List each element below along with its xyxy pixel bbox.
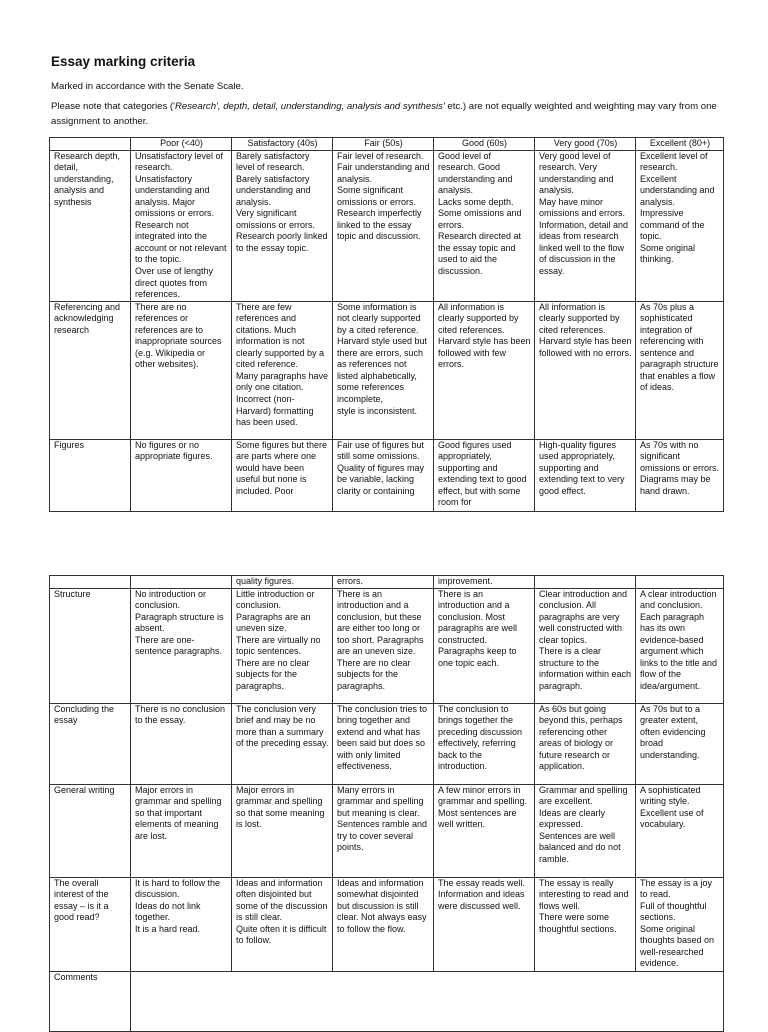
- continuation-good: improvement.: [434, 576, 535, 589]
- figures-poor-cell: [131, 439, 232, 511]
- header-fair: Fair (50s): [333, 138, 434, 151]
- figures-satisfactory-cell: [232, 439, 333, 511]
- table-row-general-writing: [50, 784, 724, 877]
- continuation-excellent: [636, 576, 724, 589]
- overall-interest-very-good: The essay is really interesting to read and flows well. There were some thoughtful sections.: [535, 877, 636, 971]
- research-fair: Fair level of research. Fair understanding and analysis. Some significant omissions or errors. Research imperfectly linked to the essay topic and discussion.: [333, 150, 434, 301]
- continuation-poor: [131, 576, 232, 589]
- research-satisfactory: Barely satisfactory level of research. Barely satisfactory understanding and analysis. Very significant omissions or errors. Research poorly linked to the essay topic.: [232, 150, 333, 301]
- table-row-comments: [50, 971, 724, 1031]
- header-criterion: [50, 138, 131, 151]
- weighting-note: [51, 99, 731, 129]
- structure-good: There is an introduction and a conclusion. Most paragraphs are well constructed. Paragraphs keep to one topic each.: [434, 588, 535, 703]
- referencing-satisfactory: There are few references and citations. Much information is not clearly supported by a cited reference. Many paragraphs have only one citation. Incorrect (non-Harvard) formatting has been used.: [232, 301, 333, 439]
- research-good: Good level of research. Good understanding and analysis. Lacks some depth. Some omissions and errors. Research directed at the essay topic and used to aid the discussion.: [434, 150, 535, 301]
- structure-satisfactory: Little introduction or conclusion. Paragraphs are an uneven size. There are virtually no topic sentences. There are no clear subjects for the paragraphs.: [232, 588, 333, 703]
- figures-fair-cell: [333, 439, 434, 511]
- figures-fair: Fair use of figures but still some omissions. Quality of figures may be variable, lacking clarity or containing: [337, 439, 425, 496]
- research-excellent: Excellent level of research. Excellent understanding and analysis. Impressive command of the topic. Some original thinking.: [636, 150, 724, 301]
- concluding-fair: The conclusion tries to bring together and extend and what has been said but does so with only limited effectiveness.: [333, 703, 434, 784]
- comments-label: Comments: [50, 971, 131, 1031]
- header-excellent: Excellent (80+): [636, 138, 724, 151]
- continuation-very-good: [535, 576, 636, 589]
- table-row-overall-interest: [50, 877, 724, 971]
- table-row-research: [50, 150, 724, 301]
- table-row-concluding: [50, 703, 724, 784]
- comments-field[interactable]: [131, 971, 724, 1031]
- figures-very-good: High-quality figures used appropriately, supporting and extending text to very good effect.: [539, 439, 625, 496]
- table-row-referencing: [50, 301, 724, 439]
- marking-criteria-table-continued: [49, 575, 724, 1032]
- criterion-overall-interest: The overall interest of the essay – is it a good read?: [50, 877, 131, 971]
- concluding-very-good: As 60s but going beyond this, perhaps referencing other areas of biology or future research or application.: [535, 703, 636, 784]
- overall-interest-fair: Ideas and information somewhat disjointed but discussion is still clear. Not always easy to follow the flow.: [333, 877, 434, 971]
- weighting-note-prefix: Please note that categories (': [51, 101, 175, 112]
- intro-text: Marked in accordance with the Senate Scale.: [51, 81, 244, 92]
- criterion-figures: [50, 439, 131, 511]
- criterion-structure: Structure: [50, 588, 131, 703]
- weighting-note-suffix: etc.) are not equally weighted and weighting may vary from one assignment to another.: [51, 101, 717, 127]
- figures-very-good-cell: [535, 439, 636, 511]
- structure-very-good: Clear introduction and conclusion. All paragraphs are very well constructed with clear topics. There is a clear structure to the information within each paragraph.: [535, 588, 636, 703]
- general-writing-excellent: A sophisticated writing style. Excellent use of vocabulary.: [636, 784, 724, 877]
- continuation-criterion: [50, 576, 131, 589]
- header-good: Good (60s): [434, 138, 535, 151]
- weighting-note-categories: Research', depth, detail, understanding, analysis and synthesis': [174, 101, 445, 112]
- figures-satisfactory: Some figures but there are parts where one would have been useful but none is included. Poor: [236, 439, 328, 496]
- referencing-poor: There are no references or references are to inappropriate sources (e.g. Wikipedia or other websites).: [131, 301, 232, 439]
- header-row: [50, 138, 724, 151]
- concluding-poor: There is no conclusion to the essay.: [131, 703, 232, 784]
- page-title: Essay marking criteria: [51, 54, 196, 69]
- continuation-satisfactory: quality figures.: [232, 576, 333, 589]
- table-row-figures: [50, 439, 724, 511]
- continuation-row: [50, 576, 724, 589]
- structure-poor: No introduction or conclusion. Paragraph structure is absent. There are one-sentence paragraphs.: [131, 588, 232, 703]
- overall-interest-excellent: The essay is a joy to read. Full of thoughtful sections. Some original thoughts based on well-researched evidence.: [636, 877, 724, 971]
- research-poor: Unsatisfactory level of research. Unsatisfactory understanding and analysis. Major omissions or errors. Research not integrated into the account or not relevant to the topic. Over use of lengthy direct quotes from references.: [131, 150, 232, 301]
- figures-good: Good figures used appropriately, supporting and extending text to good effect, but with some room for: [438, 439, 527, 508]
- figures-excellent: As 70s with no significant omissions or errors. Diagrams may be hand drawn.: [640, 439, 720, 496]
- overall-interest-satisfactory: Ideas and information often disjointed but some of the discussion is still clear. Quite often it is difficult to follow.: [232, 877, 333, 971]
- overall-interest-good: The essay reads well. Information and ideas were discussed well.: [434, 877, 535, 971]
- structure-excellent: A clear introduction and conclusion. Each paragraph has its own evidence-based argument which links to the title and flow of the idea/argument.: [636, 588, 724, 703]
- table-row-structure: [50, 588, 724, 703]
- criterion-research: Research depth, detail, understanding, analysis and synthesis: [50, 150, 131, 301]
- referencing-good: All information is clearly supported by cited references. Harvard style has been followed with few errors.: [434, 301, 535, 439]
- concluding-excellent: As 70s but to a greater extent, often evidencing broad understanding.: [636, 703, 724, 784]
- general-writing-poor: Major errors in grammar and spelling so that important elements of meaning are lost.: [131, 784, 232, 877]
- criterion-general-writing: General writing: [50, 784, 131, 877]
- concluding-good: The conclusion to brings together the preceding discussion effectively, referring back to the introduction.: [434, 703, 535, 784]
- criterion-figures-text: Figures: [54, 439, 85, 450]
- concluding-satisfactory: The conclusion very brief and may be no more than a summary of the preceding essay.: [232, 703, 333, 784]
- general-writing-fair: Many errors in grammar and spelling but meaning is clear. Sentences ramble and try to cover several points.: [333, 784, 434, 877]
- referencing-very-good: All information is clearly supported by cited references. Harvard style has been followed with no errors.: [535, 301, 636, 439]
- criterion-concluding: Concluding the essay: [50, 703, 131, 784]
- structure-fair: There is an introduction and a conclusion, but these are either too long or too short. Paragraphs are an uneven size. There are no clear subjects for the paragraphs.: [333, 588, 434, 703]
- figures-excellent-cell: [636, 439, 724, 511]
- referencing-fair: Some information is not clearly supported by a cited reference. Harvard style used but there are errors, such as references not listed alphabetically, some references incomplete, style is inconsistent.: [333, 301, 434, 439]
- research-very-good: Very good level of research. Very understanding and analysis. May have minor omissions and errors. Information, detail and ideas from research linked well to the flow of discussion in the essay.: [535, 150, 636, 301]
- header-very-good: Very good (70s): [535, 138, 636, 151]
- general-writing-very-good: Grammar and spelling are excellent. Ideas are clearly expressed. Sentences are well balanced and do not ramble.: [535, 784, 636, 877]
- header-poor: Poor (<40): [131, 138, 232, 151]
- general-writing-good: A few minor errors in grammar and spelling. Most sentences are well written.: [434, 784, 535, 877]
- marking-criteria-table: [49, 137, 724, 512]
- referencing-excellent: As 70s plus a sophisticated integration of referencing with sentence and paragraph structure that enables a flow of ideas.: [636, 301, 724, 439]
- figures-good-cell: [434, 439, 535, 511]
- continuation-fair: errors.: [333, 576, 434, 589]
- criterion-referencing: Referencing and acknowledging research: [50, 301, 131, 439]
- figures-poor: No figures or no appropriate figures.: [135, 439, 213, 462]
- general-writing-satisfactory: Major errors in grammar and spelling so that some meaning is lost.: [232, 784, 333, 877]
- overall-interest-poor: It is hard to follow the discussion. Ideas do not link together. It is a hard read.: [131, 877, 232, 971]
- header-satisfactory: Satisfactory (40s): [232, 138, 333, 151]
